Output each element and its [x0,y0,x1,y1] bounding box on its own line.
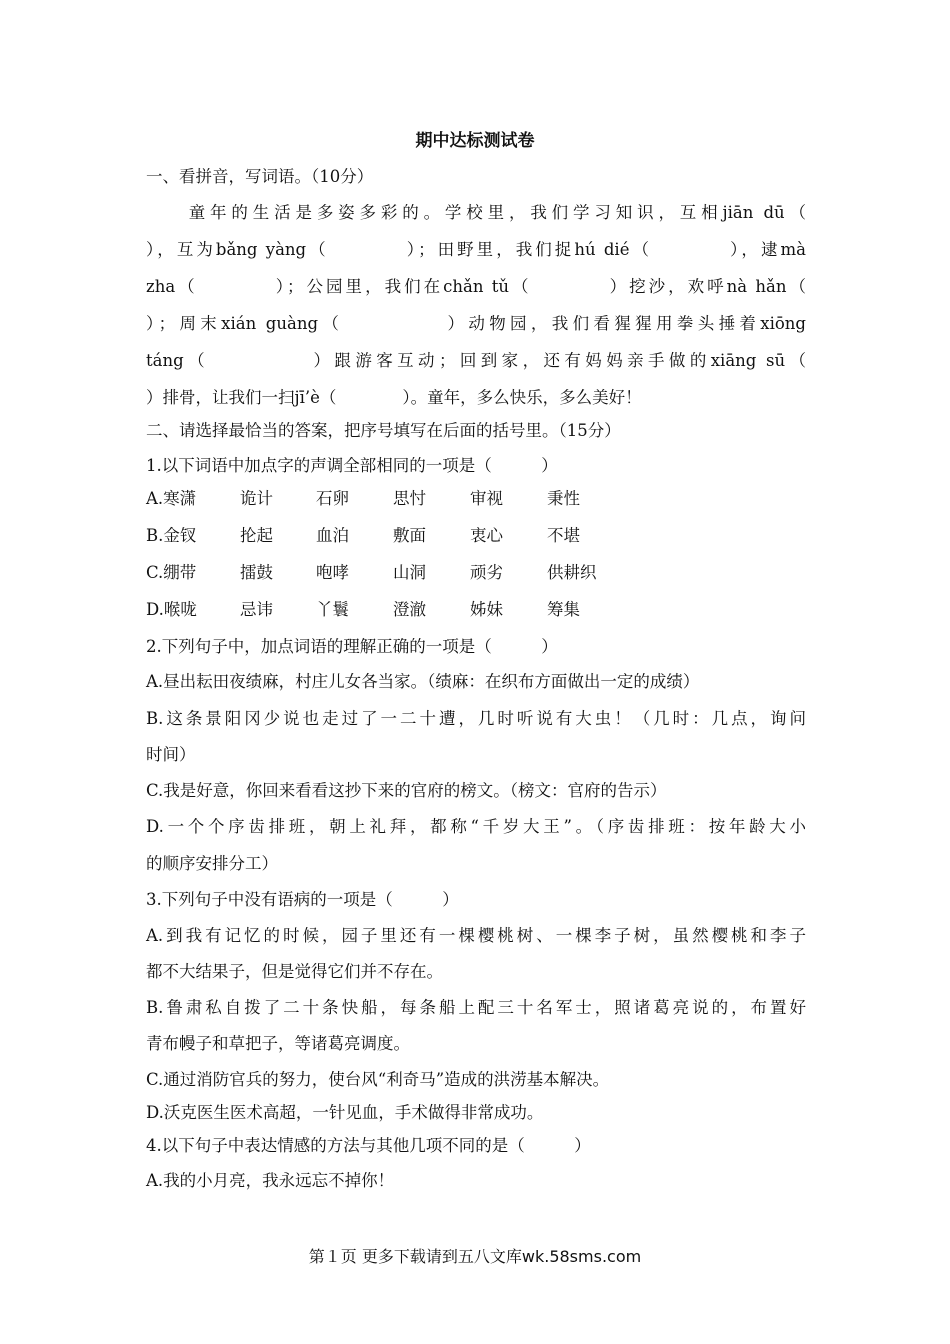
q3-line-6: D.沃克医生医术高超，一针见血，手术做得非常成功。 [146,1103,544,1122]
section1-line-4: ）；周末xián guàng（ ）动物园，我们看猩猩用拳头捶着xiōng [146,314,806,333]
q2-line-6: 的顺序安排分工） [146,854,278,873]
section1-line-5: táng（ ）跟游客互动；回到家，还有妈妈亲手做的xiāng sū（ [146,351,806,370]
section1-line-3: zha（ ）；公园里，我们在chǎn tǔ（ ）挖沙，欢呼nà hǎn（ [146,277,806,296]
q1-c-word-1: C.绷带 [146,563,197,582]
section2-heading: 二、请选择最恰当的答案，把序号填写在后面的括号里。（15分） [146,421,621,440]
q1-c-word-5: 顽劣 [470,563,503,582]
q1-a-word-2: 诡计 [240,489,273,508]
q1-a-word-3: 石卵 [316,489,349,508]
section1-line-6: ）排骨，让我们一扫jī’è（ ）。童年，多么快乐，多么美好！ [146,388,642,407]
q1-b-word-6: 不堪 [547,526,580,545]
q2-line-1: A.昼出耘田夜绩麻，村庄儿女各当家。（绩麻：在织布方面做出一定的成绩） [146,672,700,691]
section1-line-2: ），互为bǎng yàng（ ）；田野里，我们捉hú dié（ ），逮mà [146,240,806,259]
q3-line-2: 都不大结果子，但是觉得它们并不存在。 [146,962,443,981]
q2-line-5: D.一个个序齿排班，朝上礼拜，都称“千岁大王”。（序齿排班：按年龄大小 [146,817,806,836]
q1-c-word-6: 供耕织 [547,563,597,582]
q3-line-5: C.通过消防官兵的努力，使台风“利奇马”造成的洪涝基本解决。 [146,1070,610,1089]
q1-a-word-5: 审视 [470,489,503,508]
q4-line-1: A.我的小月亮，我永远忘不掉你！ [146,1171,395,1190]
q1-b-word-5: 衷心 [470,526,503,545]
q2-line-4: C.我是好意，你回来看看这抄下来的官府的榜文。（榜文：官府的告示） [146,781,667,800]
q1-c-word-2: 擂鼓 [240,563,273,582]
q1-d-word-1: D.喉咙 [146,600,197,619]
page-title: 期中达标测试卷 [415,131,535,151]
q1-c-word-4: 山洞 [393,563,426,582]
section1-line-1: 童年的生活是多姿多彩的。学校里，我们学习知识，互相jiān dū（ [146,203,806,222]
q1-d-word-2: 忌讳 [240,600,273,619]
q3-stem: 3.下列句子中没有语病的一项是（ ） [146,890,459,909]
section1-heading: 一、看拼音，写词语。（10分） [146,167,374,186]
q1-b-word-4: 敷面 [393,526,426,545]
q2-line-2: B.这条景阳冈少说也走过了一二十遭，几时听说有大虫！（几时：几点，询问 [146,709,806,728]
q1-b-word-2: 抡起 [240,526,273,545]
q1-a-word-4: 思忖 [393,489,426,508]
q2-line-3: 时间） [146,745,196,764]
q1-a-word-1: A.寒潇 [146,489,197,508]
q1-d-word-6: 筹集 [547,600,580,619]
q1-b-word-3: 血泊 [316,526,349,545]
q3-line-4: 青布幔子和草把子，等诸葛亮调度。 [146,1034,410,1053]
q1-b-word-1: B.金钗 [146,526,197,545]
q1-d-word-3: 丫鬟 [316,600,349,619]
q2-stem: 2.下列句子中，加点词语的理解正确的一项是（ ） [146,637,558,656]
q1-c-word-3: 咆哮 [316,563,349,582]
q3-line-1: A.到我有记忆的时候，园子里还有一棵樱桃树、一棵李子树，虽然樱桃和李子 [146,926,806,945]
q1-d-word-4: 澄澈 [393,600,426,619]
q1-a-word-6: 秉性 [547,489,580,508]
q3-line-3: B.鲁肃私自拨了二十条快船，每条船上配三十名军士，照诸葛亮说的，布置好 [146,998,806,1017]
q1-d-word-5: 姊妹 [470,600,503,619]
q1-stem: 1.以下词语中加点字的声调全部相同的一项是（ ） [146,456,558,475]
q4-stem: 4.以下句子中表达情感的方法与其他几项不同的是（ ） [146,1136,591,1155]
page-footer: 第１页 更多下载请到五八文库wk.58sms.com [308,1247,642,1266]
